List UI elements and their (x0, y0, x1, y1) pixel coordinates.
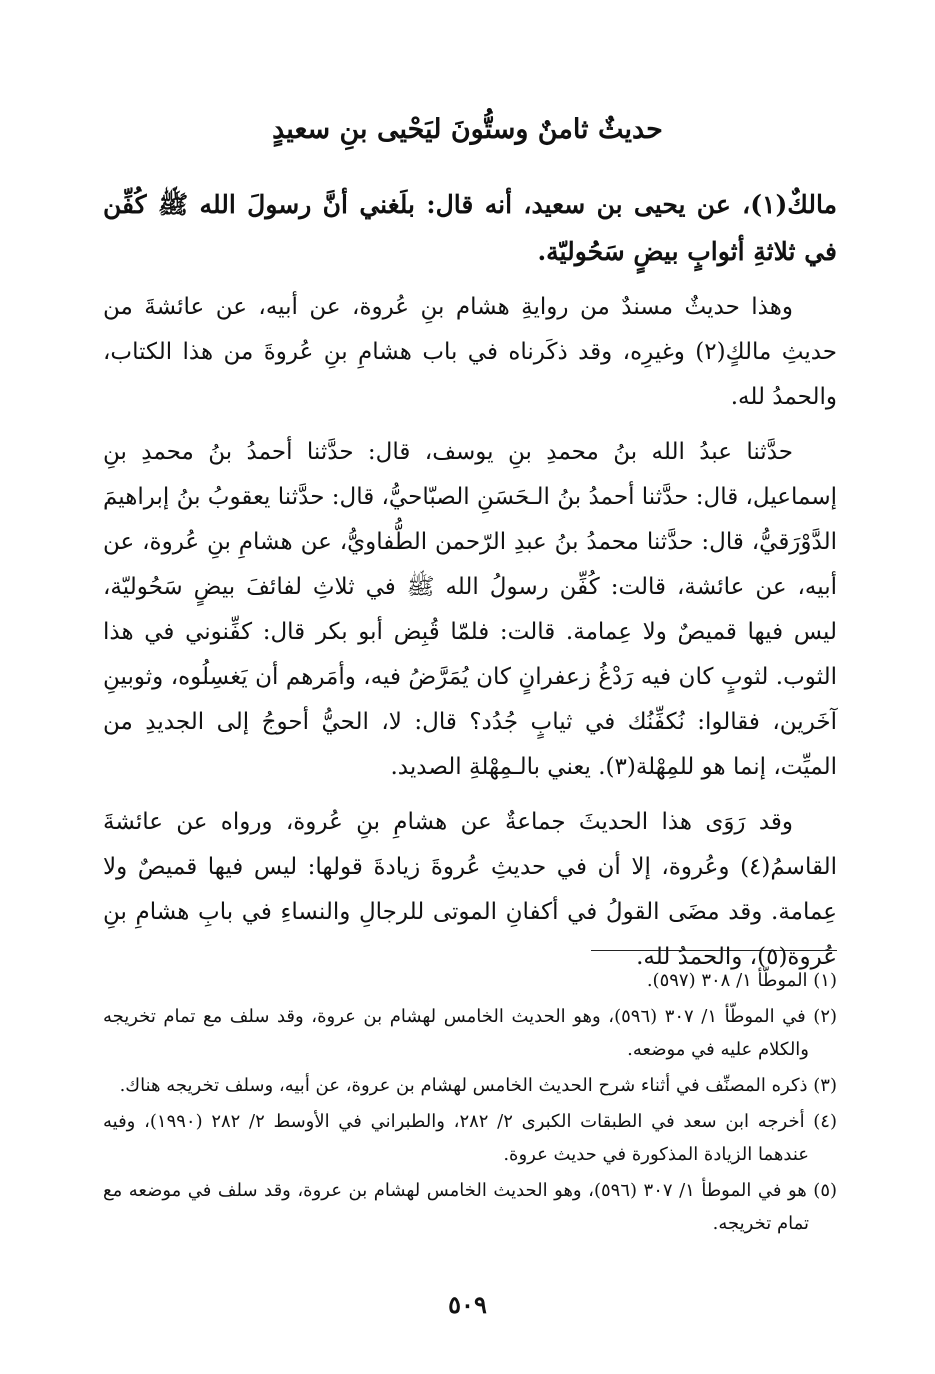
hadith-text: مالكٌ(١)، عن يحيى بن سعيد، أنه قال: بلَغني أنَّ رسولَ الله ﷺ كُفِّن في ثلاثةِ أثوابٍ بيضٍ سَحُوليّة. (103, 190, 837, 266)
footnote-1: (١) الموطّأ ١/ ٣٠٨ (٥٩٧). (646, 970, 837, 991)
footnote-4: (٤) أخرجه ابن سعد في الطبقات الكبرى ٢/ ٢٨٢، والطبراني في الأوسط ٢/ ٢٨٢ (١٩٩٠)، وفيه عندهما الزيادة المذكورة في حديث عروة. (103, 1111, 837, 1165)
hadith-heading: حديثٌ ثامنٌ وستُّونَ ليَحْيى بنِ سعيدٍ (272, 114, 663, 145)
footnote-2: (٢) في الموطّأ ١/ ٣٠٧ (٥٩٦)، وهو الحديث الخامس لهشام بن عروة، وقد سلف مع تمام تخريجه والكلام عليه في موضعه. (103, 1006, 838, 1060)
footnote-3: (٣) ذكره المصنِّف في أثناء شرح الحديث الخامس لهشام بن عروة، عن أبيه، وسلف تخريجه هناك. (119, 1075, 837, 1096)
isnad-paragraph: حدَّثنا عبدُ الله بنُ محمدِ بنِ يوسف، قال: حدَّثنا أحمدُ بنُ محمدِ بنِ إسماعيل، قال: حدَّثنا أحمدُ بنُ الـحَسَنِ الصبّاحيُّ، قال: حدَّثنا يعقوبُ بنُ إبراهيمَ الدَّوْرَقيُّ، قال: حدَّثنا محمدُ بنُ عبدِ الرّحمن الطُّفاويُّ، عن هشامِ بنِ عُروة، عن أبيه، عن عائشة، قالت: كُفِّن رسولُ الله ﷺ في ثلاثِ لفائفَ بيضٍ سَحُوليّة، ليس فيها قميصٌ ولا عِمامة. قالت: فلمّا قُبِض أبو بكر قال: كفِّنوني في هذا الثوب. لثوبٍ كان فيه رَدْغُ زعفرانٍ كان يُمَرَّضُ فيه، وأمَرهم أن يَغسِلُوه، وثوبينِ آخَرين، فقالوا: نُكفِّنُك في ثيابٍ جُدُد؟ قال: لا، الحيُّ أحوجُ إلى الجديدِ من الميِّت، إنما هو للمِهْلة(٣). يعني بالـمِهْلةِ الصديد. (103, 439, 837, 780)
commentary-paragraph: وقد رَوَى هذا الحديثَ جماعةٌ عن هشامِ بنِ عُروة، ورواه عن عائشةَ القاسمُ(٤) وعُروة، إلا أن في حديثِ عُروةَ زيادةَ قولها: ليس فيها قميصٌ ولا عِمامة. وقد مضَى القولُ في أكفانِ الموتى للرجالِ والنساءِ في بابِ هشامِ بنِ عُروة(٥)، والحمدُ لله. (103, 809, 837, 970)
footnote-divider (591, 950, 837, 951)
page-number: ٥٠٩ (448, 1290, 487, 1319)
footnote-5: (٥) هو في الموطأ ١/ ٣٠٧ (٥٩٦)، وهو الحديث الخامس لهشام بن عروة، وقد سلف في موضعه مع تمام تخريجه. (103, 1180, 838, 1234)
commentary-paragraph: وهذا حديثٌ مسندٌ من روايةِ هشام بنِ عُروة، عن أبيه، عن عائشةَ من حديثِ مالكٍ(٢) وغيرِه، وقد ذكَرناه في باب هشامِ بنِ عُروةَ من هذا الكتاب، والحمدُ لله. (103, 294, 838, 410)
footnotes (103, 964, 837, 1243)
main-text (103, 181, 837, 990)
